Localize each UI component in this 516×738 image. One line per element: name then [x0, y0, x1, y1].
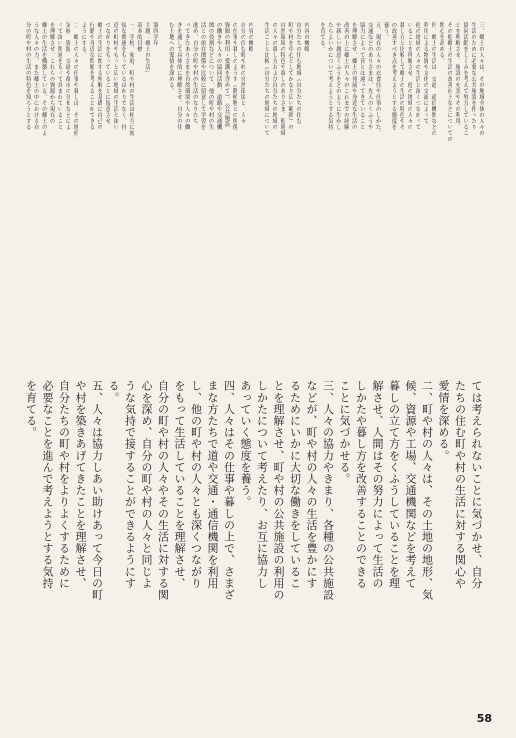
text-column: 養う。	[382, 22, 389, 41]
text-column: 行動や身近な問題を考えることができる	[88, 22, 95, 131]
text-column: うな気持で接することができるようにす	[123, 380, 137, 589]
text-column: を理解させ、これらの資源から現在の	[48, 22, 55, 125]
text-column: 暮しの立て方をくふうしていることを理	[387, 380, 401, 589]
text-column	[158, 22, 166, 352]
text-column: 気候、資源、交通や都市の分布などによ	[64, 22, 71, 131]
text-column: や村を築きあげてきたことを理解させ、	[74, 380, 87, 589]
text-column: る。	[107, 380, 120, 404]
text-column: 解させ、人間はその努力によって生活の	[371, 380, 384, 589]
text-column: 内容の概略	[303, 22, 310, 53]
text-column: 郷土の生活に関する理解を基礎に自己の	[96, 22, 103, 131]
text-column: きを通して具体的に理解させ、自分の住	[175, 22, 182, 131]
text-column: 交通などのありさまは、先人のくふうや	[366, 22, 373, 131]
text-column: 自分たちの町や村をよりよくするために	[57, 380, 71, 589]
text-column: 協同活動をしくみを考えて努力しているこ	[462, 22, 469, 137]
text-column: まな方たちで道や交通・通信機関を利用	[206, 380, 219, 589]
text-column	[309, 22, 317, 352]
text-column: 接な関連をもっているばかりでなく、付	[120, 22, 127, 131]
text-column: し、他の町や村の人々とも深くつながり	[189, 380, 203, 589]
text-column: の仕事や暮しのようす（動植物との関係、	[231, 22, 238, 137]
text-column: 三、郷土の人々は、その地域全体の人々の	[478, 22, 484, 137]
text-column: の働きや人々の協同活動、道路や交通機	[215, 22, 222, 131]
text-column: 郷土の生活を構築している、その郷土のよ	[40, 22, 47, 137]
text-column: うな人々の力、また郷土の中における自	[32, 22, 39, 131]
text-column: 関心を高める。	[438, 22, 445, 65]
text-column: 町や村を中心としてかなり広い範囲）の	[287, 22, 294, 131]
text-column: 生活のために必要な公共施設を作ったり	[470, 22, 477, 131]
text-column	[253, 22, 261, 352]
text-column: 自分たちの住む地域（自分たちの住む	[295, 22, 302, 125]
text-column: 近の町村やもっと広い地域の生活と深い	[112, 22, 119, 131]
text-column: 四、郷土の生活は、交通、通信機関などの	[430, 22, 437, 137]
text-column: 関の役割などについて、他の町や村の生	[207, 22, 214, 131]
text-column: とを理解させ、町や村の公共施設の利用の	[272, 380, 285, 601]
text-column: その他郷土の生活の改善向上などについての	[446, 22, 453, 143]
text-column: 二、町や村の人々は、その土地の地形、気	[420, 380, 434, 601]
text-column: たちの住む町や村の生活に対する関心や	[453, 380, 467, 589]
text-column: 資源の利用・愛護を含めて）、公共施設	[223, 22, 230, 128]
text-column: あっていく態度を養う。	[239, 380, 252, 508]
text-column: るためにいかに大切な働きをしているこ	[288, 380, 302, 589]
text-column: 活との依存関係や比較に留意して学習を	[199, 22, 206, 131]
lower-text-band	[22, 380, 484, 708]
text-column: 第四学年	[151, 22, 158, 47]
text-column: 自分の住む町や村の自然環境と、人々	[239, 22, 246, 125]
text-column: ては考えられないことに気づかせ、自分	[470, 380, 483, 589]
text-column: を育てる。	[318, 22, 325, 53]
text-column: などが、町や村の人々の生活を豊かにす	[305, 380, 318, 589]
text-column: 暮し方と比較して郷土の生活の特色やそ	[398, 22, 405, 131]
text-column: 四、人々はその仕事や暮しの上で、さまざ	[222, 380, 236, 601]
text-column: む土地への愛情を深める。	[167, 22, 174, 95]
text-column: 二、郷土の人々の仕事や暮しは、その地形、	[72, 22, 79, 143]
text-column: 協力によって昔とは違ってきていること	[358, 22, 365, 131]
text-column: 一、学校、家庭、町や村の生活は相互に密	[128, 22, 135, 137]
text-column: とを理解させ、施設の充実やその利用、	[454, 22, 461, 131]
text-column: ってきたありさまを自然環境や人々の働	[183, 22, 190, 131]
text-column: しかたについて考えたり、お互に協力し	[255, 380, 269, 589]
text-column: 他の地域の人々の生活と深くつながって	[414, 22, 421, 131]
text-column: 内容の概略	[247, 22, 254, 53]
text-column: ようにする。	[80, 22, 87, 59]
text-column: 五、人々は協力しあい助けあって今日の町	[90, 380, 104, 601]
text-column: 生活ごとと比較（自分たちの地域について	[263, 22, 270, 137]
text-column: 自然環境の特色や暮しのありさま、他地域	[279, 22, 286, 137]
text-column: や新しい創意くふうをどのように生かし	[334, 22, 341, 131]
text-column: 候、資源や工場、交通機関などを考えて	[404, 380, 417, 589]
text-column: 五、現在の人々の衣食住や仕事のしかた、	[374, 22, 381, 137]
text-column: つながりをもっていることに留意させ、	[104, 22, 111, 131]
upper-text-band	[22, 22, 484, 352]
text-column: 改善の上に郷土の人々のこれまでの経験	[342, 22, 349, 131]
text-column: 基本的目標	[136, 22, 143, 53]
text-column: 心を深め、自分の町や村の人々と同じよ	[140, 380, 153, 589]
text-column: 三、人々の協力やきまり、各種の公共施設	[321, 380, 335, 601]
text-column: 自分の町や村の人々やその生活に対する関	[156, 380, 170, 601]
text-column: 愛情を深める。	[437, 380, 450, 462]
text-column: を理解させ、郷土の発展や身近な生活の	[350, 22, 357, 131]
text-column: 進め、自分の町や村の生活のなりたち	[191, 22, 198, 125]
page-number: 58	[476, 712, 492, 725]
text-column: の改善すべき点を考えようとする態度を	[390, 22, 397, 131]
text-column: ことに気づかせる。	[338, 380, 351, 485]
text-column: をもって生活していることを理解させ、	[173, 380, 186, 589]
text-column: 分の町や村の生活の特色を知ろうとする	[24, 22, 31, 131]
text-column: 利用による物資や文化の交流によって、	[422, 22, 429, 131]
text-column: たらよいかについて考えようとする気持	[326, 22, 333, 131]
text-column: 必要なことを進んで考えようとする気持	[41, 380, 54, 589]
text-column: しかたや暮し方を改善することのできる	[354, 380, 368, 589]
text-column: いることを理解させ、他の地域の人々の	[406, 22, 413, 131]
text-column: 主題「郷土の生活」	[143, 22, 150, 77]
text-column: を育てる。	[24, 380, 38, 438]
text-column: の人々の暮し方および自分たちの地域の	[271, 22, 278, 131]
text-column: って深い関連をもって営まれていること	[56, 22, 63, 131]
